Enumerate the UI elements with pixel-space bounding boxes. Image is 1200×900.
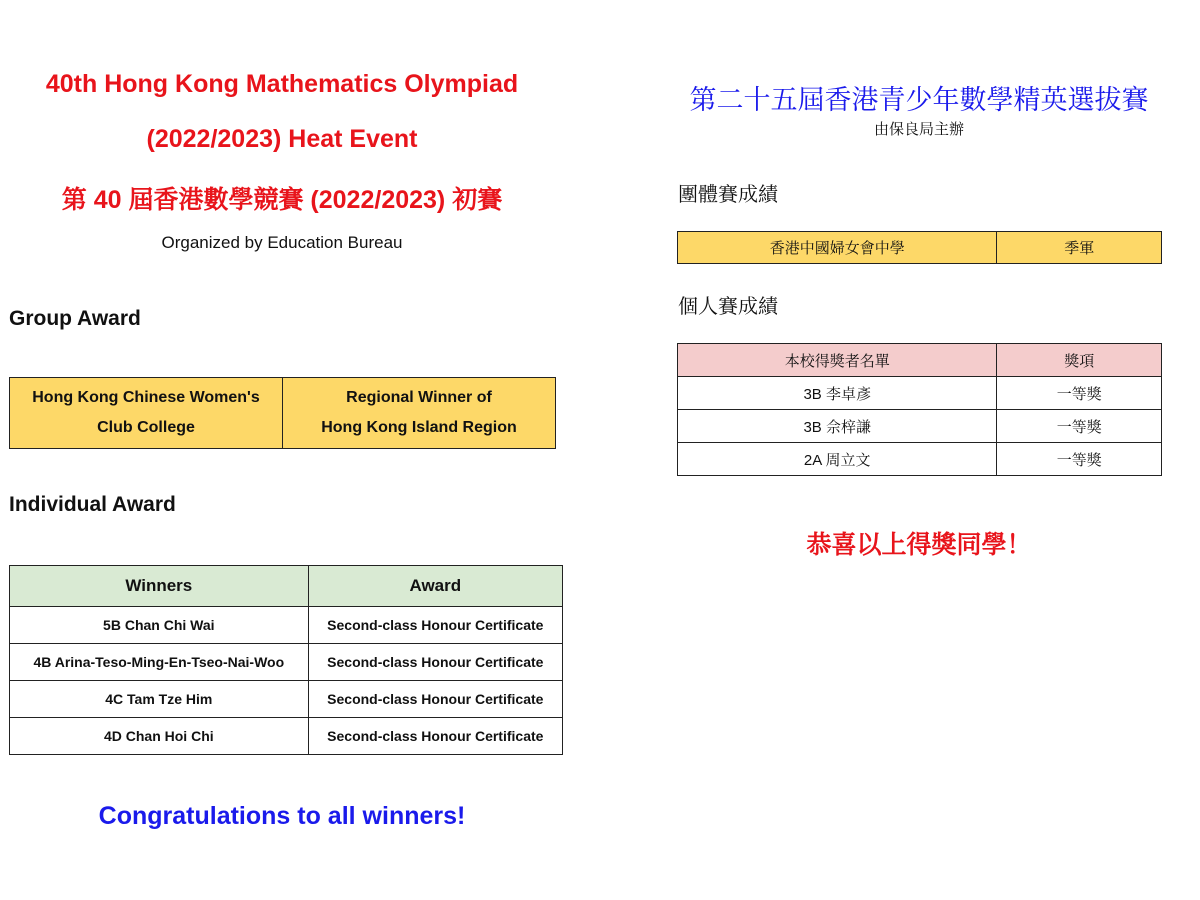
group-result-line-1: Regional Winner of xyxy=(346,389,492,406)
title-line-1: 40th Hong Kong Mathematics Olympiad xyxy=(45,70,519,98)
winner-cell: 2A 周立文 xyxy=(678,443,997,476)
group-award-heading: Group Award xyxy=(9,307,141,330)
group-result-cell xyxy=(283,378,556,449)
column-header-winners-zh: 本校得獎者名單 xyxy=(678,344,997,377)
chinese-group-school-cell: 香港中國婦女會中學 xyxy=(678,232,997,264)
award-cell: Second-class Honour Certificate xyxy=(308,607,562,644)
table-row xyxy=(678,410,1162,443)
award-cell: 一等獎 xyxy=(997,443,1162,476)
table-row xyxy=(10,644,563,681)
table-row xyxy=(678,377,1162,410)
chinese-individual-table xyxy=(677,343,1162,476)
winner-cell: 3B 佘梓謙 xyxy=(678,410,997,443)
title-line-2: (2022/2023) Heat Event xyxy=(146,125,418,153)
column-header-winners: Winners xyxy=(10,566,309,607)
award-cell: Second-class Honour Certificate xyxy=(308,644,562,681)
winner-cell: 3B 李卓彥 xyxy=(678,377,997,410)
award-cell: 一等獎 xyxy=(997,410,1162,443)
table-row xyxy=(10,681,563,718)
winner-cell: 4C Tam Tze Him xyxy=(10,681,309,718)
chinese-group-heading: 團體賽成績 xyxy=(678,184,778,206)
group-award-table xyxy=(9,377,556,449)
congratulations-text: Congratulations to all winners! xyxy=(98,802,466,830)
chinese-organizer-text: 由保良局主辦 xyxy=(873,121,964,138)
chinese-congratulations-text: 恭喜以上得獎同學！ xyxy=(806,531,1032,559)
table-header-row xyxy=(678,344,1162,377)
table-row xyxy=(10,378,556,449)
winner-cell: 4B Arina-Teso-Ming-En-Tseo-Nai-Woo xyxy=(10,644,309,681)
chinese-individual-heading: 個人賽成績 xyxy=(678,296,778,318)
group-school-cell xyxy=(10,378,283,449)
group-school-line-1: Hong Kong Chinese Women's xyxy=(32,389,260,406)
winner-cell: 5B Chan Chi Wai xyxy=(10,607,309,644)
table-row xyxy=(10,718,563,755)
group-result-line-2: Hong Kong Island Region xyxy=(321,419,517,436)
winner-cell: 4D Chan Hoi Chi xyxy=(10,718,309,755)
column-header-award: Award xyxy=(308,566,562,607)
organizer-text: Organized by Education Bureau xyxy=(161,233,403,252)
chinese-title: 第二十五屆香港青少年數學精英選拔賽 xyxy=(689,85,1149,115)
group-school-line-2: Club College xyxy=(97,419,195,436)
chinese-group-result-cell: 季軍 xyxy=(997,232,1162,264)
table-header-row xyxy=(10,566,563,607)
award-cell: Second-class Honour Certificate xyxy=(308,718,562,755)
column-header-award-zh: 獎項 xyxy=(997,344,1162,377)
title-line-3: 第 40 屆香港數學競賽 (2022/2023) 初賽 xyxy=(61,186,503,214)
individual-award-table xyxy=(9,565,563,755)
individual-award-heading: Individual Award xyxy=(9,493,176,516)
table-row xyxy=(678,232,1162,264)
table-row xyxy=(10,607,563,644)
table-row xyxy=(678,443,1162,476)
award-cell: 一等獎 xyxy=(997,377,1162,410)
award-cell: Second-class Honour Certificate xyxy=(308,681,562,718)
chinese-group-table xyxy=(677,231,1162,264)
